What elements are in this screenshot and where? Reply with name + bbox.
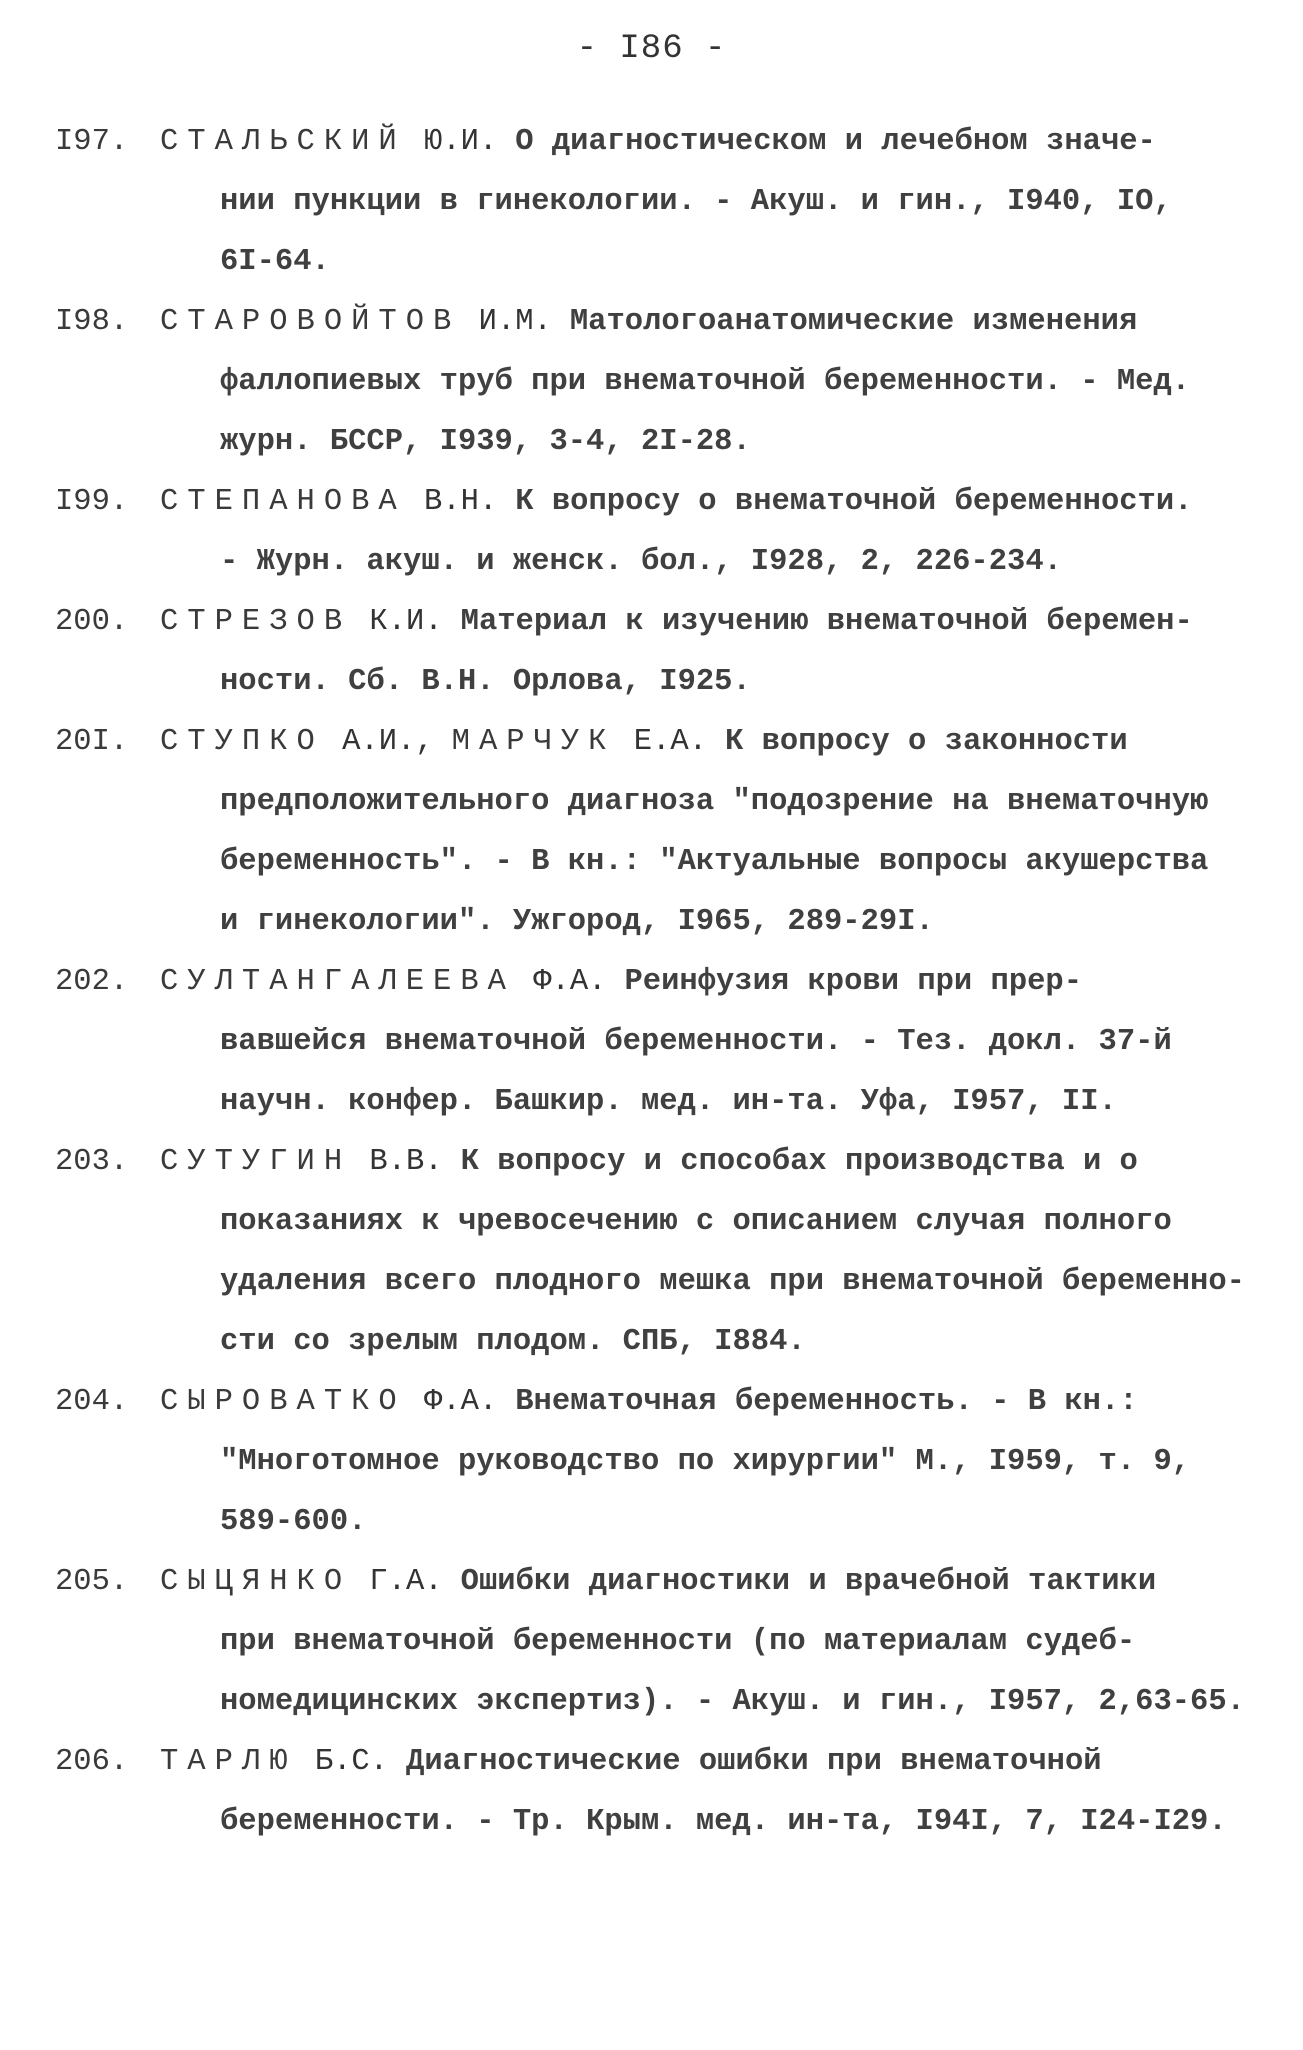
entry-initials: А.И., [323, 725, 434, 759]
entry-text: нии пункции в гинекологии. - Акуш. и гин., I940, IO, [220, 185, 1172, 219]
entry-text: показаниях к чревосечению с описанием случая полного [220, 1205, 1172, 1239]
entry-author: СТУПКО [160, 725, 324, 759]
entry-text: Диагностические ошибки при внематочной [406, 1745, 1102, 1779]
entry-first-line [160, 292, 1255, 352]
entry-continuation-line [220, 172, 1255, 232]
entry-initials: Г.А. [351, 1565, 443, 1599]
bibliography-entry [55, 952, 1255, 1132]
entry-text: Материал к изучению внематочной беремен- [460, 605, 1193, 639]
entry-number: 205. [55, 1565, 129, 1599]
entry-continuation-line [220, 352, 1255, 412]
entry-first-line [160, 712, 1255, 772]
page-number: - I86 - [576, 30, 727, 68]
entry-continuation-line [220, 1192, 1255, 1252]
entry-number: 200. [55, 605, 129, 639]
bibliography-entry [55, 292, 1255, 472]
entry-continuation-line [220, 652, 1255, 712]
entry-author: СУЛТАНГАЛЕЕВА [160, 965, 515, 999]
entry-continuation-line [220, 1612, 1255, 1672]
entry-text: журн. БССР, I939, 3-4, 2I-28. [220, 425, 751, 459]
entry-continuation-line [220, 412, 1255, 472]
entry-initials: Ф.А. [514, 965, 607, 999]
entry-author: СТАЛЬСКИЙ [160, 125, 406, 159]
entry-number: I97. [55, 125, 129, 159]
bibliography-entry [55, 1372, 1255, 1552]
entry-text: - Журн. акуш. и женск. бол., I928, 2, 226-234. [220, 545, 1062, 579]
entry-first-line [160, 112, 1255, 172]
entry-author: СЫЦЯНКО [160, 1565, 352, 1599]
entry-author: СУТУГИН [160, 1145, 352, 1179]
entry-text: К вопросу и способах производства и о [460, 1145, 1138, 1179]
entry-continuation-line [220, 1432, 1255, 1492]
bibliography-entry [55, 712, 1255, 952]
entry-number: I98. [55, 305, 129, 339]
bibliography-entry [55, 1732, 1255, 1852]
entry-text: вавшейся внематочной беременности. - Тез. докл. 37-й [220, 1025, 1172, 1059]
entry-author: СТРЕЗОВ [160, 605, 352, 639]
entry-continuation-line [220, 1072, 1255, 1132]
entry-coauthor-initials: Е.А. [615, 725, 707, 759]
entry-initials: Б.С. [296, 1745, 389, 1779]
bibliography-entry [55, 112, 1255, 292]
entry-first-line [160, 592, 1255, 652]
entry-text: Реинфузия крови при прер- [624, 965, 1083, 999]
entry-text: О диагностическом и лечебном значе- [515, 125, 1156, 159]
entry-coauthor: МАРЧУК [451, 725, 616, 759]
entry-number: 203. [55, 1145, 129, 1179]
bibliography-entry [55, 1552, 1255, 1732]
entry-first-line [160, 1132, 1255, 1192]
entry-text: 589-600. [220, 1505, 367, 1539]
entry-continuation-line [220, 772, 1255, 832]
entry-text: К вопросу о законности [725, 725, 1128, 759]
entry-number: 202. [55, 965, 129, 999]
entry-text: предположительного диагноза "подозрение на внематочную [220, 785, 1209, 819]
entry-first-line [160, 1732, 1255, 1792]
entry-continuation-line [220, 1312, 1255, 1372]
entry-text: беременность". - В кн.: "Актуальные вопросы акушерства [220, 845, 1209, 879]
entry-continuation-line [220, 832, 1255, 892]
entry-continuation-line [220, 232, 1255, 292]
bibliography-entry [55, 1132, 1255, 1372]
entry-number: 206. [55, 1745, 129, 1779]
entry-initials: Ф.А. [405, 1385, 498, 1419]
entry-text: Внематочная беременность. - В кн.: [515, 1385, 1138, 1419]
entry-text: научн. конфер. Башкир. мед. ин-та. Уфа, I957, II. [220, 1085, 1117, 1119]
entry-number: 20I. [55, 725, 129, 759]
entry-first-line [160, 1372, 1255, 1432]
entry-number: I99. [55, 485, 129, 519]
entry-first-line [160, 1552, 1255, 1612]
entry-continuation-line [220, 1672, 1255, 1732]
entry-initials: В.В. [351, 1145, 443, 1179]
bibliography-entry [55, 592, 1255, 712]
entry-text: "Многотомное руководство по хирургии" М., I959, т. 9, [220, 1445, 1191, 1479]
entry-initials: И.М. [460, 305, 552, 339]
entry-continuation-line [220, 1492, 1255, 1552]
entry-text: беременности. - Тр. Крым. мед. ин-та, I94I, 7, I24-I29. [220, 1805, 1227, 1839]
entry-author: СЫРОВАТКО [160, 1385, 406, 1419]
entry-text: К вопросу о внематочной беременности. [515, 485, 1193, 519]
entry-continuation-line [220, 1012, 1255, 1072]
entry-continuation-line [220, 532, 1255, 592]
entry-continuation-line [220, 1792, 1255, 1852]
entry-text: Ошибки диагностики и врачебной тактики [460, 1565, 1157, 1599]
entry-text: 6I-64. [220, 245, 330, 279]
bibliography-entry [55, 472, 1255, 592]
entry-author: ТАРЛЮ [160, 1745, 297, 1779]
entry-text: ности. Сб. В.Н. Орлова, I925. [220, 665, 751, 699]
bibliography-list [55, 112, 1255, 1852]
entry-first-line [160, 952, 1255, 1012]
entry-text: сти со зрелым плодом. СПБ, I884. [220, 1325, 806, 1359]
entry-text: при внематочной беременности (по материалам судеб- [220, 1625, 1136, 1659]
entry-continuation-line [220, 892, 1255, 952]
entry-continuation-line [220, 1252, 1255, 1312]
entry-text: Матологоанатомические изменения [569, 305, 1138, 339]
entry-first-line [160, 472, 1255, 532]
entry-initials: В.Н. [405, 485, 498, 519]
entry-initials: Ю.И. [405, 125, 498, 159]
entry-author: СТЕПАНОВА [160, 485, 406, 519]
entry-text: фаллопиевых труб при внематочной беременности. - Мед. [220, 365, 1191, 399]
entry-text: удаления всего плодного мешка при внематочной беременно- [220, 1265, 1245, 1299]
entry-initials: К.И. [351, 605, 443, 639]
entry-author: СТАРОВОЙТОВ [160, 305, 461, 339]
entry-text: и гинекологии". Ужгород, I965, 289-29I. [220, 905, 934, 939]
entry-number: 204. [55, 1385, 129, 1419]
entry-text: номедицинских экспертиз). - Акуш. и гин., I957, 2,63-65. [220, 1685, 1245, 1719]
